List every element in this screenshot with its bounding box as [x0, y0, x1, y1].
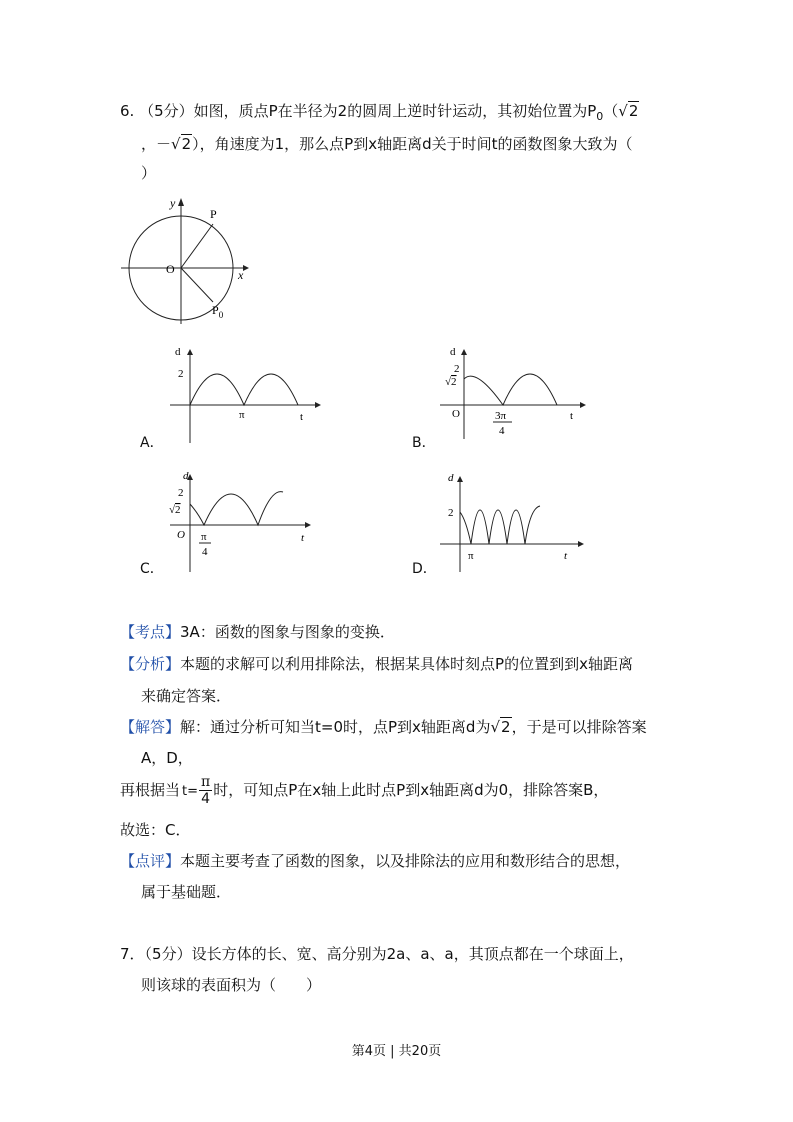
option-a-label: A． — [140, 435, 164, 451]
sqrt-arg: 2 — [501, 718, 511, 736]
option-c-label: C． — [140, 561, 164, 577]
kaodian-line — [120, 622, 395, 642]
circle-y-label: y — [170, 196, 176, 210]
curve-d — [460, 506, 540, 544]
graph-option-d — [440, 468, 610, 573]
dianping-text-2: 属于基础题． — [141, 883, 232, 901]
q6-p0-sub: 0 — [596, 110, 604, 123]
q7-line1 — [120, 944, 634, 964]
q6-number: 6. — [120, 102, 135, 120]
sqrt-2-b: √2 — [171, 135, 192, 153]
q7-text-1: 7．（5分）设长方体的长、宽、高分别为2a、a、a，其顶点都在一个球面上， — [120, 945, 634, 963]
tick-pi4-num: π — [201, 531, 207, 543]
axis-d-c: d — [183, 470, 189, 482]
frac-den: 4 — [201, 791, 211, 807]
tick-3pi4-num: 3π — [495, 410, 507, 422]
dianping-text-1: 本题主要考查了函数的图象，以及排除法的应用和数形结合的思想， — [180, 852, 631, 870]
tick-2-d: 2 — [448, 507, 454, 519]
q6-text-2a: ，－ — [141, 135, 172, 153]
fenxi-text-2: 来确定答案． — [141, 687, 232, 705]
curve-c — [190, 492, 283, 525]
q7-text-2: 则该球的表面积为（ ） — [141, 976, 322, 994]
tick-pi-d: π — [468, 550, 474, 562]
jieda-line1 — [120, 717, 647, 737]
tick-pi-a: π — [239, 409, 245, 421]
q6-text-1: 如图，质点P在半径为2的圆周上逆时针运动，其初始位置为P — [193, 102, 597, 120]
origin-c: O — [177, 529, 185, 541]
tick-pi4-den: 4 — [202, 546, 208, 558]
origin-b: O — [452, 408, 460, 420]
dianping-tag: 【点评】 — [120, 852, 181, 870]
q6-line3 — [141, 163, 156, 183]
circle-p0-label — [212, 303, 224, 320]
sqrt-arg: 2 — [628, 102, 639, 120]
jieda-text-1: 解：通过分析可知当t=0时，点P到x轴距离d为 — [180, 718, 491, 736]
axis-t-c: t — [301, 532, 305, 544]
axis-t-b: t — [570, 410, 574, 422]
tick-2-b: 2 — [454, 363, 460, 375]
option-b-label: B． — [412, 435, 436, 451]
axis-d-d: d — [448, 472, 454, 484]
q6-text-3: ） — [141, 164, 157, 182]
jieda-text-3a: 再根据当 — [120, 781, 181, 799]
root2-c-arg: 2 — [175, 504, 181, 516]
jieda-line3 — [120, 770, 608, 812]
curve-b — [464, 374, 557, 405]
jieda-text-1b: ，于是可以排除答案 — [511, 718, 647, 736]
jieda-text-4: 故选：C． — [120, 821, 191, 839]
tick-root2-b: √2 — [445, 376, 457, 388]
fenxi-text-1: 本题的求解可以利用排除法，根据某具体时刻点P的位置到到x轴距离 — [180, 655, 633, 673]
axis-d-b: d — [450, 346, 456, 358]
jieda-tag: 【解答】 — [120, 718, 181, 736]
p0-letter: P — [212, 303, 219, 317]
graph-option-c — [165, 468, 335, 573]
sqrt-2-c: √2 — [490, 718, 511, 736]
jieda-line4 — [120, 820, 190, 840]
kaodian-text: 3A：函数的图象与图象的变换． — [180, 623, 395, 641]
t-equals: t= — [182, 784, 199, 799]
option-d-label: D． — [412, 561, 437, 577]
tick-2-a: 2 — [178, 368, 184, 380]
fenxi-tag: 【分析】 — [120, 655, 181, 673]
fraction-pi-over-4 — [199, 774, 212, 807]
dianping-line2 — [141, 882, 231, 902]
q6-score: （5分） — [139, 102, 194, 120]
p0-subscript: 0 — [218, 310, 224, 320]
axis-t-a: t — [300, 411, 304, 423]
axis-d-a: d — [175, 346, 181, 358]
kaodian-tag: 【考点】 — [120, 623, 181, 641]
dianping-line1 — [120, 851, 630, 871]
graph-option-b — [440, 345, 610, 445]
q6-line2 — [141, 134, 633, 154]
q7-line2 — [141, 975, 321, 995]
jieda-text-3b: 时，可知点P在x轴上此时点P到x轴距离d为0，排除答案B， — [213, 781, 609, 799]
circle-x-label: x — [238, 268, 244, 282]
q6-open-paren: （ — [603, 102, 619, 120]
fenxi-line1 — [120, 654, 633, 674]
graph-option-a — [165, 345, 335, 445]
q6-line1 — [120, 101, 639, 127]
axis-t-d: t — [564, 550, 568, 562]
tick-2-c: 2 — [178, 487, 184, 499]
tick-3pi4-den: 4 — [499, 425, 505, 437]
curve-a — [190, 374, 298, 405]
circle-figure — [115, 192, 275, 332]
page-footer: 第4页 | 共20页 — [351, 1044, 442, 1059]
jieda-text-2: A，D， — [141, 749, 193, 767]
fenxi-line2 — [141, 686, 231, 706]
jieda-line2 — [141, 748, 193, 768]
sqrt-2-a: √2 — [618, 102, 639, 120]
tick-root2-c: √2 — [169, 504, 181, 516]
sqrt-arg: 2 — [181, 135, 192, 153]
circle-p-label: P — [210, 207, 217, 221]
frac-num: π — [201, 774, 211, 790]
root2-b-arg: 2 — [451, 376, 457, 388]
q6-text-2b: ），角速度为1，那么点P到x轴距离d关于时间t的函数图象大致为（ — [192, 135, 633, 153]
circle-origin-label: O — [166, 262, 175, 276]
